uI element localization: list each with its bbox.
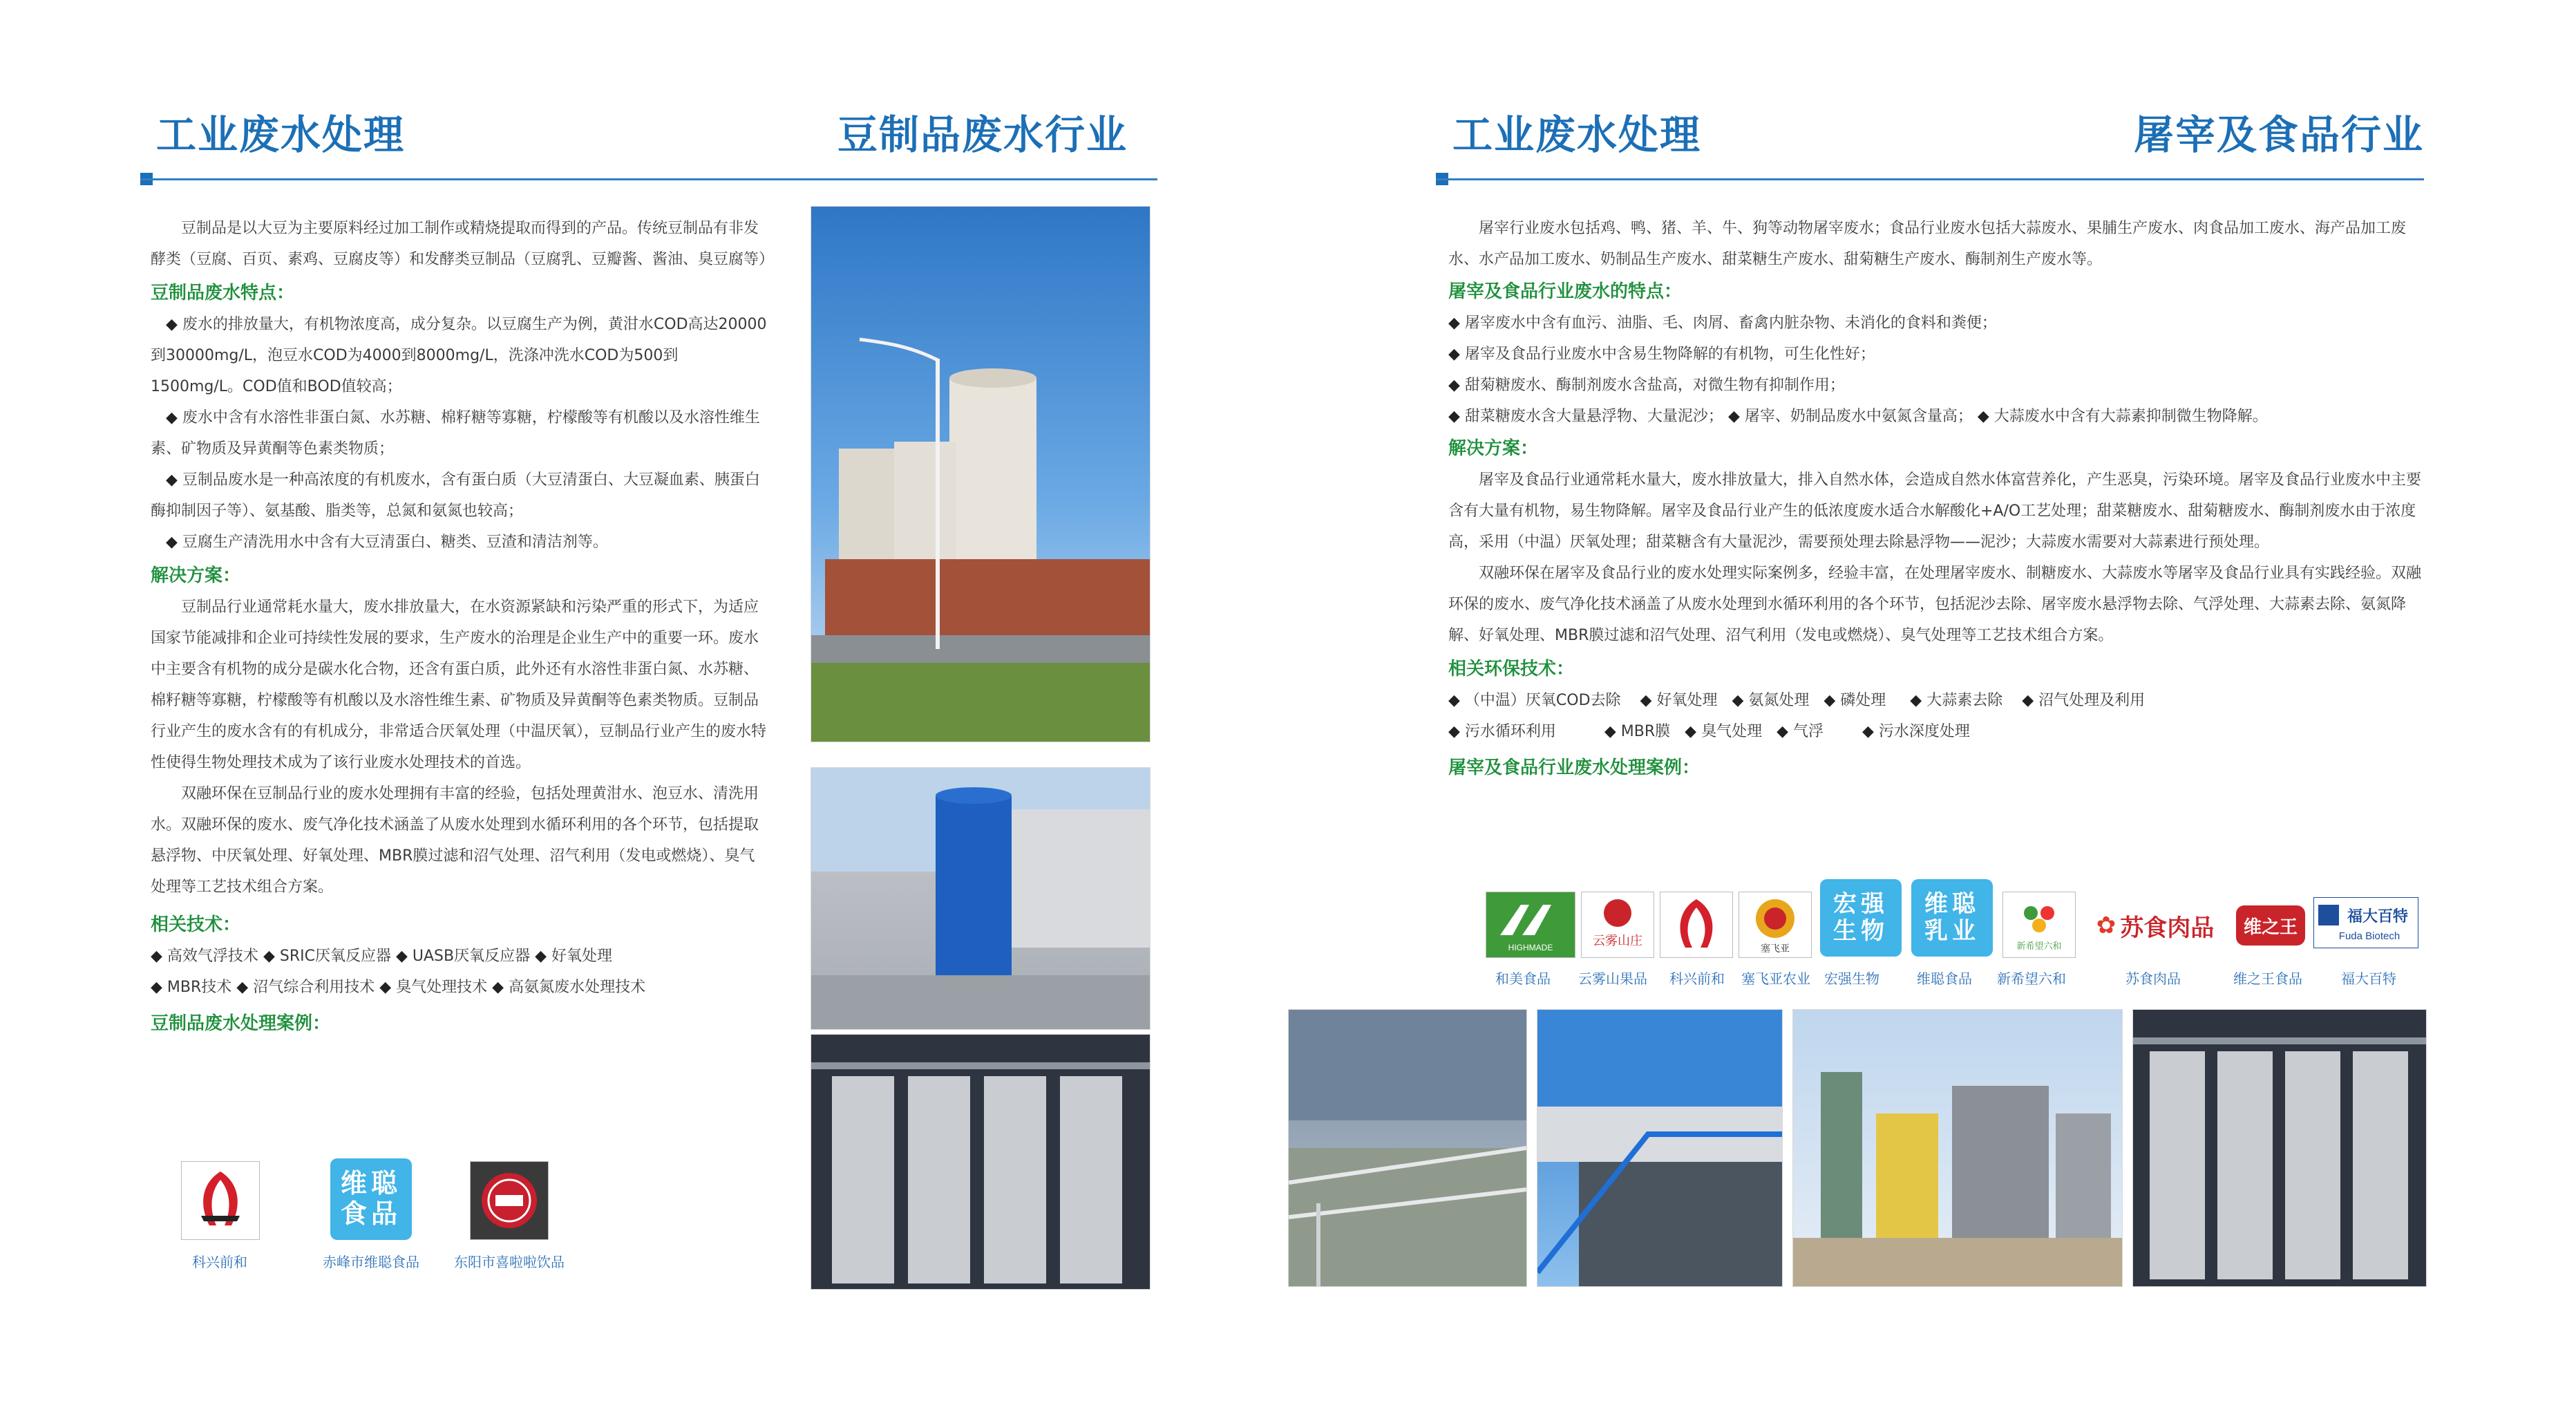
left-case-1-name: 科兴前和 bbox=[192, 1254, 247, 1270]
fuda-logo-icon bbox=[2314, 898, 2418, 948]
left-cases-heading: 豆制品废水处理案例： bbox=[151, 1013, 331, 1034]
right-header-rule bbox=[1436, 178, 2424, 180]
right-features-heading: 屠宰及食品行业废水的特点： bbox=[1448, 281, 1683, 302]
svg-text:福大百特: 福大百特 bbox=[2347, 908, 2409, 925]
saifeiya-logo-icon bbox=[1739, 892, 1811, 957]
yunwushan-logo bbox=[1581, 892, 1654, 958]
photo-storage-tanks bbox=[811, 206, 1150, 742]
right-case-10-name: 福大百特 bbox=[2341, 970, 2396, 987]
left-header-rule bbox=[140, 178, 1157, 180]
hongqiang-tile: 宏强 生物 bbox=[1820, 879, 1902, 957]
right-feature-1: ◆ 屠宰废水中含有血污、油脂、毛、肉屑、畜禽内脏杂物、未消化的食料和粪便； bbox=[1448, 314, 1997, 332]
left-body bbox=[151, 213, 775, 1040]
sushi-flower-icon: ✿ bbox=[2096, 912, 2116, 939]
left-feature-4: ◆ 豆腐生产清洗用水中含有大豆清蛋白、糖类、豆渣和清洁剂等。 bbox=[166, 534, 608, 551]
left-tech-line-2: ◆ MBR技术 ◆ 沼气综合利用技术 ◆ 臭气处理技术 ◆ 高氨氮废水处理技术 bbox=[151, 979, 646, 996]
right-case-6-name: 维聪食品 bbox=[1917, 970, 1972, 987]
kexing-logo-right-icon bbox=[1660, 892, 1732, 957]
right-tech-heading: 相关环保技术： bbox=[1448, 659, 1575, 679]
right-case-2-name: 云雾山果品 bbox=[1578, 970, 1647, 987]
left-solution-p1: 豆制品行业通常耗水量大，废水排放量大，在水资源紧缺和污染严重的形式下，为适应国家节能减排和企业可持续性发展的要求，生产废水的治理是企业生产中的重要一环。废水中主要含有机物的成分是碳水化合物，还含有蛋白质，此外还有水溶性非蛋白氮、水苏糖、棉籽糖等寡糖，柠檬酸等有机酸以及水溶性维生素、矿物质及异黄酮等色素类物质。豆制品行业产生的废水含有的有机成分，非常适合厌氧处理（中温厌氧），豆制品行业产生的废水特性使得生物处理技术成为了该行业废水处理技术的首选。 bbox=[151, 599, 767, 771]
right-tech-line-1: ◆ （中温）厌氧COD去除 ◆ 好氧处理 ◆ 氨氮处理 ◆ 磷处理 ◆ 大蒜素去除 ◆ 沼气处理及利用 bbox=[1448, 692, 2146, 709]
right-solution-p2: 双融环保在屠宰及食品行业的废水处理实际案例多，经验丰富，在处理屠宰废水、制糖废水、大蒜废水等屠宰及食品行业具有实践经验。双融环保的废水、废气净化技术涵盖了从废水处理到水循环利用的各个环节，包括泥沙去除、屠宰废水悬浮物去除、气浮处理、大蒜素去除、氨氮降解、好氧处理、MBR膜过滤和沼气处理、沼气利用（发电或燃烧）、臭气处理等工艺技术组合方案。 bbox=[1448, 565, 2422, 644]
kexing-logo bbox=[181, 1161, 260, 1240]
right-case-3-name: 科兴前和 bbox=[1669, 970, 1725, 987]
xilala-logo-icon bbox=[471, 1162, 548, 1239]
right-feature-2: ◆ 屠宰及食品行业废水中含易生物降解的有机物，可生化性好； bbox=[1448, 346, 1875, 363]
left-tech-line-1: ◆ 高效气浮技术 ◆ SRIC厌氧反应器 ◆ UASB厌氧反应器 ◆ 好氧处理 bbox=[151, 948, 613, 965]
right-intro: 屠宰行业废水包括鸡、鸭、猪、羊、牛、狗等动物屠宰废水；食品行业废水包括大蒜废水、果脯生产废水、肉食品加工废水、海产品加工废水、水产品加工废水、奶制品生产废水、甜菜糖生产废水、甜菊糖生产废水、酶制剂生产废水等。 bbox=[1448, 220, 2407, 268]
right-body bbox=[1448, 213, 2423, 784]
fuda-logo bbox=[2313, 897, 2418, 948]
left-feature-2: ◆ 废水中含有水溶性非蛋白氮、水苏糖、棉籽糖等寡糖，柠檬酸等有机酸以及水溶性维生素、矿物质及异黄酮等色素类物质； bbox=[151, 409, 760, 458]
svg-text:云雾山庄: 云雾山庄 bbox=[1593, 934, 1642, 948]
left-features-heading: 豆制品废水特点： bbox=[151, 283, 295, 303]
left-feature-3: ◆ 豆制品废水是一种高浓度的有机废水，含有蛋白质（大豆清蛋白、大豆凝血素、胰蛋白酶抑制因子等）、氨基酸、脂类等，总氮和氨氮也较高； bbox=[151, 471, 760, 520]
highmade-logo-icon bbox=[1486, 892, 1575, 957]
highmade-logo bbox=[1486, 892, 1575, 958]
left-feature-1: ◆ 废水的排放量大，有机物浓度高，成分复杂。以豆腐生产为例，黄泔水COD高达20000到30000mg/L，泡豆水COD为4000到8000mg/L，洗涤冲洗水COD为500到1500mg/L。COD值和BOD值较高； bbox=[151, 316, 767, 395]
right-case-5-name: 宏强生物 bbox=[1824, 970, 1879, 987]
right-solution-p1: 屠宰及食品行业通常耗水量大，废水排放量大，排入自然水体，会造成自然水体富营养化，产生恶臭，污染环境。屠宰及食品行业废水中主要含有大量有机物，易生物降解。屠宰及食品行业产生的低浓度废水适合水解酸化+A/O工艺处理；甜菜糖废水、甜菊糖废水、酶制剂废水由于浓度高，采用（中温）厌氧处理；甜菜糖含有大量泥沙，需要预处理去除悬浮物——泥沙；大蒜废水需要对大蒜素进行预处理。 bbox=[1448, 471, 2422, 551]
kexing-logo-right bbox=[1660, 892, 1733, 958]
xinxiwang-logo-icon bbox=[2003, 892, 2075, 957]
photo-bar-screens-right bbox=[2132, 1009, 2427, 1287]
right-case-9-name: 维之王食品 bbox=[2233, 970, 2302, 987]
saifeiya-logo bbox=[1739, 892, 1812, 958]
photo-treatment-equipment bbox=[1792, 1009, 2123, 1287]
right-case-4-name: 塞飞亚农业 bbox=[1741, 970, 1810, 987]
right-header-title: 工业废水处理 bbox=[1452, 111, 1702, 158]
left-solution-heading: 解决方案： bbox=[151, 565, 241, 586]
sushi-wordmark: ✿ 苏食肉品 bbox=[2096, 912, 2215, 942]
right-page bbox=[1288, 0, 2576, 1401]
left-case-2-name: 赤峰市维聪食品 bbox=[323, 1254, 419, 1270]
svg-text:Fuda Biotech: Fuda Biotech bbox=[2338, 930, 2400, 942]
right-feature-3: ◆ 甜菊糖废水、酶制剂废水含盐高，对微生物有抑制作用； bbox=[1448, 377, 1845, 394]
svg-text:塞飞亚: 塞飞亚 bbox=[1761, 943, 1790, 955]
photo-bar-screens bbox=[811, 1034, 1150, 1290]
photo-blue-rail-pool bbox=[1537, 1009, 1783, 1287]
svg-text:HIGHMADE: HIGHMADE bbox=[1508, 943, 1553, 952]
right-tech-line-2: ◆ 污水循环利用 ◆ MBR膜 ◆ 臭气处理 ◆ 气浮 ◆ 污水深度处理 bbox=[1448, 723, 1970, 740]
weicong-tile: 维聪 食品 bbox=[330, 1158, 412, 1240]
xinxiwang-logo bbox=[2002, 892, 2076, 958]
photo-aeration-tank bbox=[1288, 1009, 1527, 1287]
kexing-logo-icon bbox=[182, 1162, 259, 1239]
left-tech-heading: 相关技术： bbox=[151, 914, 241, 935]
left-case-3-name: 东阳市喜啦啦饮品 bbox=[454, 1254, 565, 1270]
right-solution-heading: 解决方案： bbox=[1448, 438, 1539, 459]
right-feature-4: ◆ 甜菜糖废水含大量悬浮物、大量泥沙； ◆ 屠宰、奶制品废水中氨氮含量高； ◆ 大蒜废水中含有大蒜素抑制微生物降解。 bbox=[1448, 408, 2268, 425]
right-header-subtitle: 屠宰及食品行业 bbox=[2134, 111, 2425, 158]
left-solution-p2: 双融环保在豆制品行业的废水处理拥有丰富的经验，包括处理黄泔水、泡豆水、清洗用水。双融环保的废水、废气净化技术涵盖了从废水处理到水循环利用的各个环节，包括提取悬浮物、中厌氧处理、好氧处理、MBR膜过滤和沼气处理、沼气利用（发电或燃烧）、臭气处理等工艺技术组合方案。 bbox=[151, 785, 759, 896]
svg-text:新希望六和: 新希望六和 bbox=[2016, 941, 2062, 952]
xilala-logo bbox=[470, 1161, 549, 1240]
yunwushan-logo-icon bbox=[1582, 892, 1654, 957]
right-cases-heading: 屠宰及食品行业废水处理案例： bbox=[1448, 758, 1701, 778]
left-header-subtitle: 豆制品废水行业 bbox=[837, 111, 1128, 158]
left-header-title: 工业废水处理 bbox=[156, 111, 406, 158]
left-intro: 豆制品是以大豆为主要原料经过加工制作或精烧提取而得到的产品。传统豆制品有非发酵类（豆腐、百页、素鸡、豆腐皮等）和发酵类豆制品（豆腐乳、豆瓣酱、酱油、臭豆腐等） bbox=[151, 220, 775, 268]
right-case-8-name: 苏食肉品 bbox=[2125, 970, 2181, 987]
weicong-dairy-tile: 维聪 乳业 bbox=[1911, 879, 1993, 957]
weizhiwang-wordmark: 维之王 bbox=[2236, 905, 2305, 946]
right-case-7-name: 新希望六和 bbox=[1997, 970, 2066, 987]
photo-blue-reactor bbox=[811, 767, 1150, 1030]
right-case-1-name: 和美食品 bbox=[1495, 970, 1551, 987]
